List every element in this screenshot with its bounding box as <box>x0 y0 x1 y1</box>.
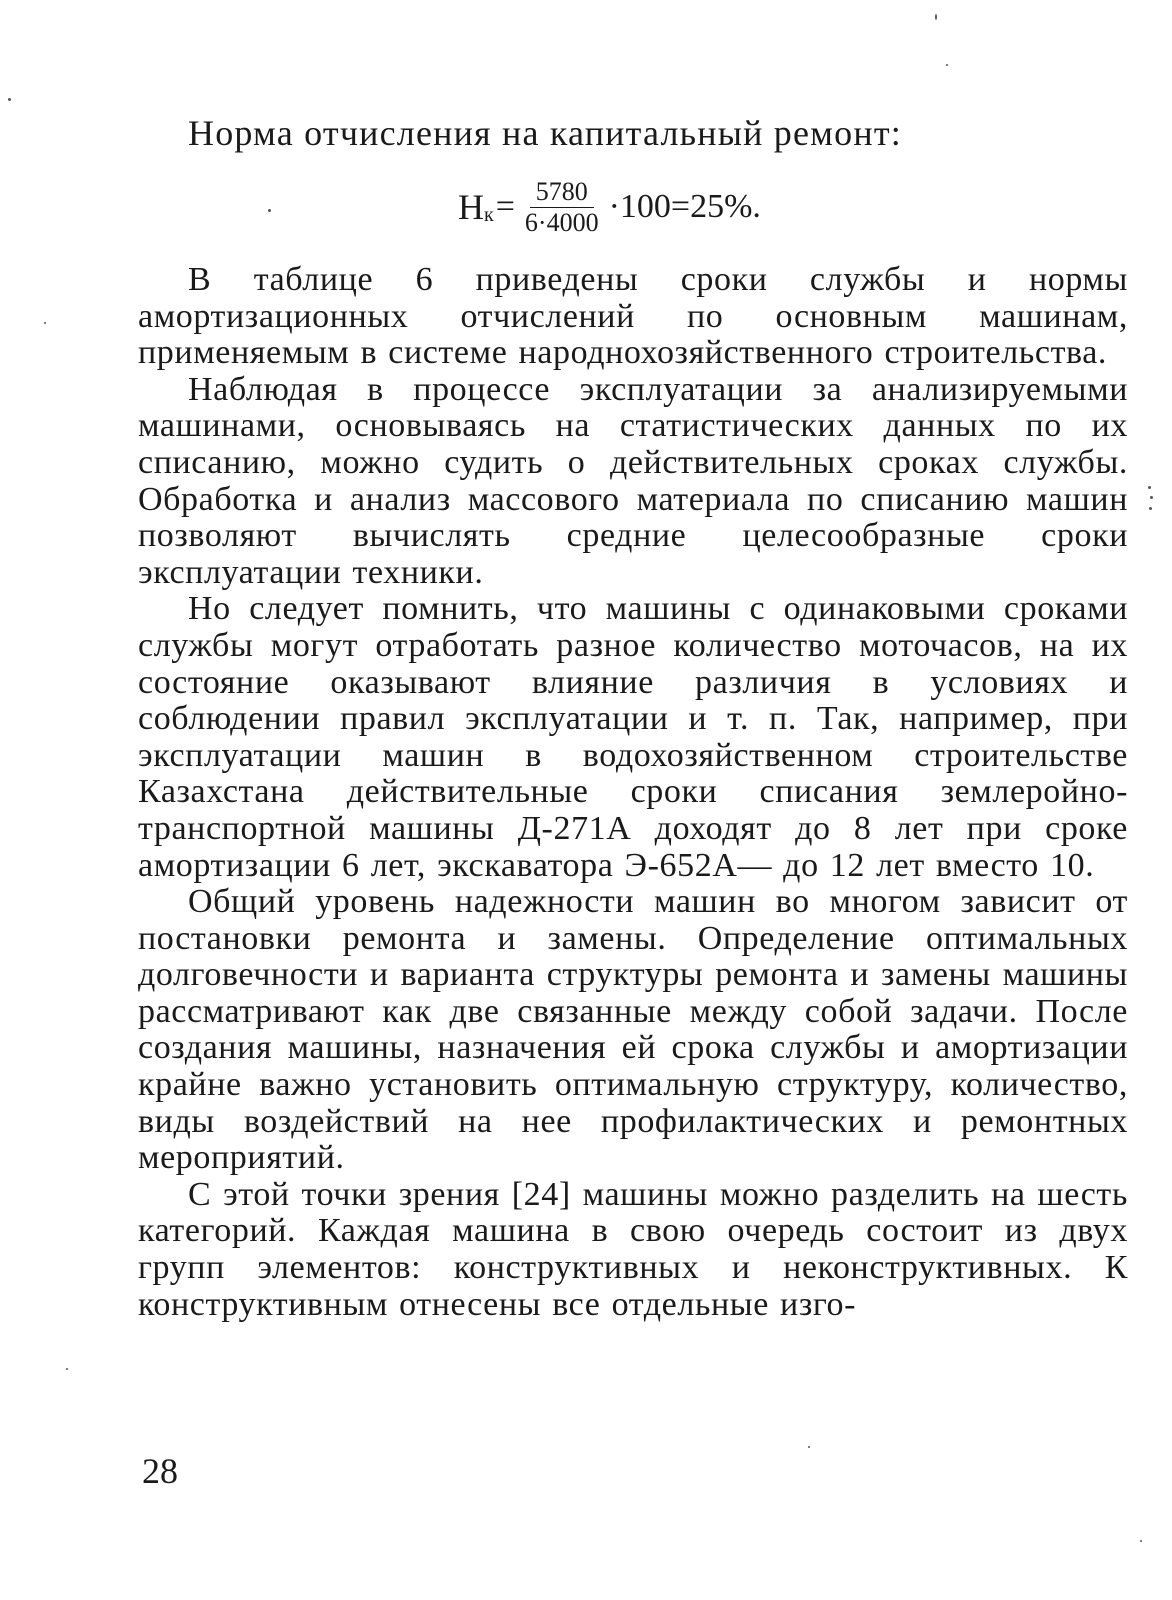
scan-speck <box>66 1368 68 1370</box>
paragraph-4: Общий уровень надежности машин во многом зависит от постановки ремонта и замены. Определение оптимальных долговечности и варианта структуры ремонта и замены машины рассматривают как две связанные между собой задачи. После создания машины, назначения ей срока службы и амортизации крайне важно установить оптимальную структуру, количество, виды воздействий на нее профилактических и ремонтных мероприятий. <box>138 883 1128 1177</box>
formula-tail: ·100=25%. <box>608 188 761 225</box>
scan-speck <box>1149 507 1152 510</box>
scan-speck <box>44 322 46 324</box>
scan-speck <box>1140 1540 1142 1542</box>
paragraph-2: Наблюдая в процессе эксплуатации за анализируемыми машинами, основываясь на статистических данных по их списанию, можно судить о действительных сроках службы. Обработка и анализ массового материала по списанию машин позволяют вычислять средние целесообразные сроки эксплуатации техники. <box>138 370 1128 591</box>
paragraph-1: В таблице 6 приведены сроки службы и нормы амортизационных отчислений по основным машинам, применяемым в системе народнохозяйственного строительства. <box>138 261 1128 372</box>
formula-fraction <box>521 177 603 238</box>
page-number: 28 <box>142 1451 178 1491</box>
scan-speck <box>8 98 11 101</box>
scan-speck <box>935 14 937 20</box>
scan-speck <box>808 1446 810 1448</box>
formula-numerator: 5780 <box>530 177 594 208</box>
body-text <box>138 262 1128 1323</box>
scan-speck <box>268 209 271 212</box>
scan-speck <box>1150 496 1153 499</box>
formula <box>458 172 761 242</box>
scan-speck <box>1148 486 1151 489</box>
formula-symbol: Н <box>458 187 484 227</box>
formula-subscript: к <box>484 203 494 226</box>
capital-repair-norm-heading: Норма отчисления на капитальный ремонт: <box>188 113 902 153</box>
formula-denominator: 6·4000 <box>524 207 599 237</box>
paragraph-3: Но следует помнить, что машины с одинаковыми сроками службы могут отработать разное количество моточасов, на их состояние оказывают влияние различия в условиях и соблюдении правил эксплуатации и т. п. Так, например, при эксплуатации машин в водохозяйственном строительстве Казахстана действительные сроки списания землеройно-транспортной машины Д-271А доходят до 8 лет при сроке амортизации 6 лет, экскаватора Э-652А— до 12 лет вместо 10. <box>138 590 1128 884</box>
scan-speck <box>946 64 948 66</box>
paragraph-5: С этой точки зрения [24] машины можно разделить на шесть категорий. Каждая машина в свою очередь состоит из двух групп элементов: конструктивных и неконструктивных. К конструктивным отнесены все отдельные изго- <box>138 1175 1128 1323</box>
formula-equals: = <box>495 188 515 225</box>
